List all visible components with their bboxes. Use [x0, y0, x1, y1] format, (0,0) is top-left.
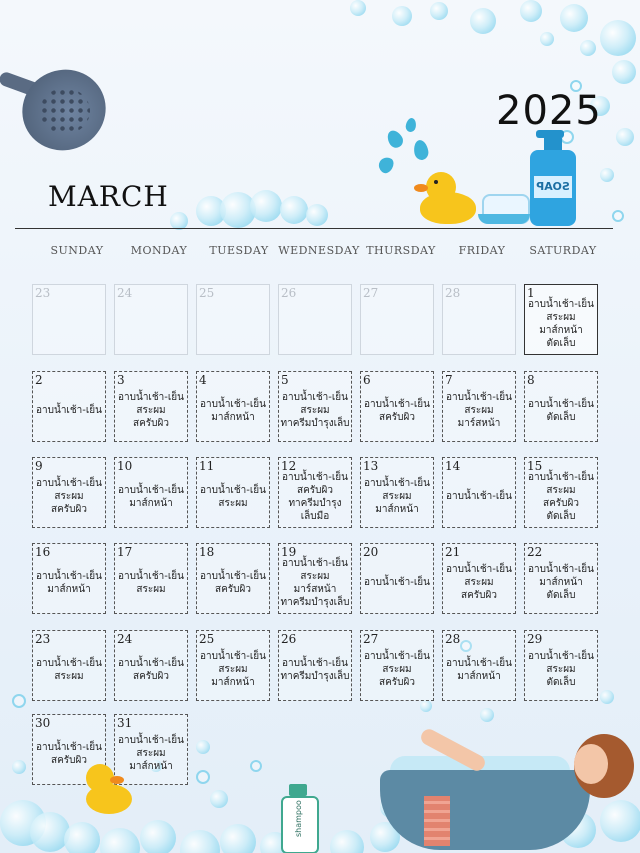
day-task-list: [197, 639, 269, 700]
bubble-icon: [64, 822, 100, 853]
task-item: อาบน้ำเช้า-เย็น: [446, 491, 512, 502]
day-task-list: [279, 293, 351, 354]
task-item: อาบน้ำเช้า-เย็น: [282, 471, 348, 483]
task-item: มาส์กหน้า: [129, 497, 173, 509]
day-number: 15: [527, 459, 543, 473]
day-task-list: [115, 380, 187, 441]
calendar-day-cell: [360, 284, 434, 355]
task-item: ตัดเล็บ: [546, 510, 576, 522]
shampoo-tube-label: shampoo: [294, 800, 303, 837]
bubble-icon: [540, 32, 554, 46]
calendar-day-cell: [114, 457, 188, 528]
day-task-list: [443, 293, 515, 354]
rubber-duck-head: [426, 172, 456, 202]
day-task-list: [115, 466, 187, 527]
bubble-ring-icon: [612, 210, 624, 222]
calendar-day-cell: [524, 284, 598, 355]
task-item: มาส์กหน้า: [539, 324, 583, 336]
task-item: อาบน้ำเช้า-เย็น: [446, 564, 512, 575]
day-number: 16: [35, 545, 51, 559]
bathtub-icon: [380, 770, 590, 850]
day-task-list: [279, 639, 351, 700]
bubble-icon: [140, 820, 176, 853]
day-number: 24: [117, 286, 133, 300]
task-item: สครับผิว: [215, 583, 251, 595]
calendar-day-cell: [442, 371, 516, 442]
day-task-list: [443, 380, 515, 441]
task-item: อาบน้ำเช้า-เย็น: [446, 657, 512, 669]
day-task-list: [279, 552, 351, 613]
task-item: สครับผิว: [133, 670, 169, 682]
calendar-day-cell: [360, 630, 434, 701]
shampoo-cap: [289, 784, 307, 796]
task-item: อาบน้ำเช้า-เย็น: [118, 392, 184, 403]
task-item: อาบน้ำเช้า-เย็น: [364, 651, 430, 662]
calendar-day-cell: [32, 543, 106, 614]
task-item: อาบน้ำเช้า-เย็น: [36, 741, 102, 753]
weekday-thursday: THURSDAY: [366, 244, 436, 257]
task-item: สระผม: [300, 570, 330, 582]
day-task-list: [197, 552, 269, 613]
bubble-icon: [560, 4, 588, 32]
shower-holes: [40, 88, 90, 134]
bubble-icon: [612, 60, 636, 84]
day-number: 10: [117, 459, 133, 473]
calendar-day-cell: [32, 284, 106, 355]
task-item: อาบน้ำเช้า-เย็น: [528, 471, 594, 483]
task-item: สครับผิว: [51, 754, 87, 766]
bubble-icon: [220, 824, 256, 853]
task-item: ทาครีมบำรุงเล็บ: [280, 596, 350, 608]
task-item: สครับผิว: [297, 484, 333, 496]
bubble-ring-icon: [12, 694, 26, 708]
day-task-list: [33, 639, 105, 700]
bubble-icon: [392, 6, 412, 26]
day-task-list: [525, 293, 597, 354]
day-task-list: [361, 293, 433, 354]
task-item: สระผม: [136, 405, 166, 416]
day-number: 3: [117, 373, 125, 387]
rubber-duck-beak: [414, 184, 428, 192]
task-item: มาส์กหน้า: [211, 677, 255, 688]
day-number: 7: [445, 373, 453, 387]
bubble-icon: [210, 790, 228, 808]
rubber-duck-eye: [434, 180, 438, 184]
task-item: สระผม: [136, 583, 166, 595]
task-item: อาบน้ำเช้า-เย็น: [36, 570, 102, 582]
calendar-day-cell: [114, 543, 188, 614]
task-item: อาบน้ำเช้า-เย็น: [364, 398, 430, 410]
weekday-tuesday: TUESDAY: [209, 244, 269, 257]
bubble-icon: [280, 196, 308, 224]
day-task-list: [525, 380, 597, 441]
bubble-icon: [196, 740, 210, 754]
bubble-icon: [600, 690, 614, 704]
bubble-icon: [100, 828, 140, 853]
calendar-day-cell: [32, 371, 106, 442]
day-task-list: [33, 466, 105, 527]
bubble-icon: [600, 20, 636, 56]
task-item: อาบน้ำเช้า-เย็น: [528, 298, 594, 310]
day-number: 26: [281, 632, 297, 646]
task-item: อาบน้ำเช้า-เย็น: [282, 557, 348, 569]
day-number: 18: [199, 545, 215, 559]
weekday-saturday: SATURDAY: [529, 244, 597, 257]
calendar-day-cell: [32, 457, 106, 528]
task-item: อาบน้ำเช้า-เย็น: [364, 577, 430, 588]
task-item: สระผม: [54, 491, 84, 502]
day-number: 8: [527, 373, 535, 387]
calendar-day-cell: [32, 630, 106, 701]
bubble-icon: [430, 2, 448, 20]
task-item: มาร์สหน้า: [293, 583, 337, 595]
task-item: มาส์กหน้า: [129, 761, 173, 772]
day-number: 2: [35, 373, 43, 387]
bubble-icon: [250, 190, 282, 222]
task-item: เล็บมือ: [300, 510, 330, 522]
task-item: สครับผิว: [51, 504, 87, 515]
day-number: 28: [445, 632, 461, 646]
calendar-day-cell: [360, 371, 434, 442]
day-task-list: [33, 293, 105, 354]
task-item: สระผม: [382, 491, 412, 502]
rubber-duck-beak: [110, 776, 124, 784]
day-number: 25: [199, 286, 215, 300]
task-item: มาส์กหน้า: [457, 670, 501, 682]
task-item: มาส์กหน้า: [47, 583, 91, 595]
calendar-day-cell: [360, 543, 434, 614]
bubble-icon: [330, 830, 364, 853]
bubble-icon: [580, 40, 596, 56]
day-number: 27: [363, 286, 379, 300]
water-drop-icon: [384, 128, 405, 151]
day-number: 1: [527, 286, 535, 300]
day-number: 26: [281, 286, 297, 300]
day-number: 30: [35, 716, 51, 730]
day-task-list: [525, 552, 597, 613]
day-number: 20: [363, 545, 379, 559]
task-item: สระผม: [218, 664, 248, 675]
day-number: 23: [35, 632, 51, 646]
weekday-friday: FRIDAY: [458, 244, 506, 257]
calendar-day-cell: [196, 630, 270, 701]
day-task-list: [197, 380, 269, 441]
calendar-day-cell: [442, 284, 516, 355]
towel-icon: [424, 796, 450, 846]
day-number: 23: [35, 286, 51, 300]
calendar-year: 2025: [496, 88, 602, 134]
calendar-day-cell: [278, 284, 352, 355]
task-item: ตัดเล็บ: [546, 590, 576, 601]
task-item: อาบน้ำเช้า-เย็น: [282, 657, 348, 669]
calendar-day-cell: [278, 630, 352, 701]
calendar-day-cell: [278, 457, 352, 528]
task-item: สครับผิว: [379, 677, 415, 688]
task-item: สระผม: [546, 311, 576, 323]
task-item: อาบน้ำเช้า-เย็น: [528, 651, 594, 662]
calendar-day-cell: [524, 630, 598, 701]
weekday-monday: MONDAY: [130, 244, 188, 257]
day-number: 5: [281, 373, 289, 387]
water-drop-icon: [405, 117, 417, 133]
day-task-list: [443, 639, 515, 700]
day-number: 27: [363, 632, 379, 646]
calendar-day-cell: [524, 457, 598, 528]
task-item: มาส์กหน้า: [211, 411, 255, 423]
task-item: สระผม: [382, 664, 412, 675]
task-item: สครับผิว: [461, 590, 497, 601]
day-task-list: [197, 466, 269, 527]
task-item: มาส์กหน้า: [375, 504, 419, 515]
water-drop-icon: [376, 155, 396, 176]
task-item: อาบน้ำเช้า-เย็น: [118, 735, 184, 746]
weekday-wednesday: WEDNESDAY: [278, 244, 360, 257]
day-task-list: [279, 380, 351, 441]
calendar-day-cell: [114, 284, 188, 355]
calendar-day-cell: [442, 630, 516, 701]
bather-face: [574, 744, 608, 784]
task-item: สระผม: [546, 664, 576, 675]
task-item: อาบน้ำเช้า-เย็น: [446, 392, 512, 403]
day-task-list: [525, 466, 597, 527]
task-item: อาบน้ำเช้า-เย็น: [200, 484, 266, 496]
day-task-list: [443, 466, 515, 527]
task-item: อาบน้ำเช้า-เย็น: [282, 392, 348, 403]
day-task-list: [197, 293, 269, 354]
day-task-list: [115, 552, 187, 613]
bubble-icon: [306, 204, 328, 226]
calendar-month: MARCH: [48, 180, 169, 213]
day-task-list: [279, 466, 351, 527]
task-item: อาบน้ำเช้า-เย็น: [36, 657, 102, 669]
task-item: มาส์กหน้า: [539, 577, 583, 588]
day-task-list: [361, 466, 433, 527]
day-number: 9: [35, 459, 43, 473]
task-item: อาบน้ำเช้า-เย็น: [118, 657, 184, 669]
task-item: ทาครีมบำรุงเล็บ: [280, 418, 350, 429]
task-item: ทาครีมบำรุง: [288, 497, 342, 509]
water-drop-icon: [412, 139, 429, 161]
day-task-list: [115, 639, 187, 700]
day-number: 17: [117, 545, 133, 559]
bubble-icon: [600, 800, 640, 842]
calendar-day-cell: [114, 371, 188, 442]
calendar-day-cell: [114, 714, 188, 785]
task-item: อาบน้ำเช้า-เย็น: [528, 398, 594, 410]
day-task-list: [115, 293, 187, 354]
calendar-day-cell: [196, 284, 270, 355]
task-item: สครับผิว: [379, 411, 415, 423]
day-task-list: [33, 552, 105, 613]
task-item: ทาครีมบำรุงเล็บ: [280, 670, 350, 682]
calendar-day-cell: [196, 371, 270, 442]
task-item: อาบน้ำเช้า-เย็น: [36, 478, 102, 489]
task-item: ตัดเล็บ: [546, 677, 576, 688]
task-item: สครับผิว: [543, 497, 579, 509]
task-item: สระผม: [464, 405, 494, 416]
bubble-icon: [600, 168, 614, 182]
bubble-icon: [520, 0, 542, 22]
task-item: ตัดเล็บ: [546, 411, 576, 423]
task-item: สระผม: [546, 484, 576, 496]
bubble-icon: [180, 830, 220, 853]
task-item: สระผม: [136, 748, 166, 759]
bubble-ring-icon: [250, 760, 262, 772]
calendar-day-cell: [360, 457, 434, 528]
calendar-day-cell: [524, 543, 598, 614]
calendar-day-cell: [442, 457, 516, 528]
task-item: อาบน้ำเช้า-เย็น: [118, 484, 184, 496]
calendar-day-cell: [114, 630, 188, 701]
calendar-day-cell: [196, 543, 270, 614]
day-task-list: [361, 639, 433, 700]
day-number: 4: [199, 373, 207, 387]
calendar-day-cell: [278, 371, 352, 442]
bubble-icon: [420, 700, 432, 712]
task-item: อาบน้ำเช้า-เย็น: [200, 570, 266, 582]
task-item: มาร์สหน้า: [457, 418, 501, 429]
day-task-list: [443, 552, 515, 613]
task-item: ตัดเล็บ: [546, 337, 576, 349]
task-item: อาบน้ำเช้า-เย็น: [364, 478, 430, 489]
calendar-day-cell: [524, 371, 598, 442]
day-number: 31: [117, 716, 133, 730]
task-item: สครับผิว: [133, 418, 169, 429]
soap-dish-icon: [478, 214, 530, 224]
task-item: อาบน้ำเช้า-เย็น: [200, 398, 266, 410]
day-task-list: [115, 723, 187, 784]
day-number: 12: [281, 459, 297, 473]
day-task-list: [525, 639, 597, 700]
bubble-ring-icon: [196, 770, 210, 784]
day-number: 28: [445, 286, 461, 300]
header-divider: [15, 228, 613, 229]
day-number: 6: [363, 373, 371, 387]
task-item: สระผม: [54, 670, 84, 682]
day-number: 22: [527, 545, 543, 559]
task-item: อาบน้ำเช้า-เย็น: [118, 570, 184, 582]
soap-bottle-label: SOAP: [534, 176, 572, 198]
day-number: 13: [363, 459, 379, 473]
task-item: อาบน้ำเช้า-เย็น: [528, 564, 594, 575]
day-number: 24: [117, 632, 133, 646]
day-number: 21: [445, 545, 461, 559]
day-number: 19: [281, 545, 297, 559]
day-number: 14: [445, 459, 461, 473]
task-item: อาบน้ำเช้า-เย็น: [200, 651, 266, 662]
calendar-day-cell: [278, 543, 352, 614]
task-item: อาบน้ำเช้า-เย็น: [36, 405, 102, 416]
bubble-icon: [30, 812, 70, 852]
bubble-icon: [470, 8, 496, 34]
day-task-list: [361, 380, 433, 441]
task-item: สระผม: [464, 577, 494, 588]
day-number: 25: [199, 632, 215, 646]
weekday-sunday: SUNDAY: [50, 244, 104, 257]
day-number: 11: [199, 459, 215, 473]
task-item: สระผม: [300, 405, 330, 416]
calendar-day-cell: [196, 457, 270, 528]
task-item: สระผม: [218, 497, 248, 509]
calendar-day-cell: [442, 543, 516, 614]
bubble-icon: [350, 0, 366, 16]
bubble-icon: [12, 760, 26, 774]
day-task-list: [361, 552, 433, 613]
bubble-icon: [616, 128, 634, 146]
bubble-icon: [480, 708, 494, 722]
day-number: 29: [527, 632, 543, 646]
day-task-list: [33, 380, 105, 441]
